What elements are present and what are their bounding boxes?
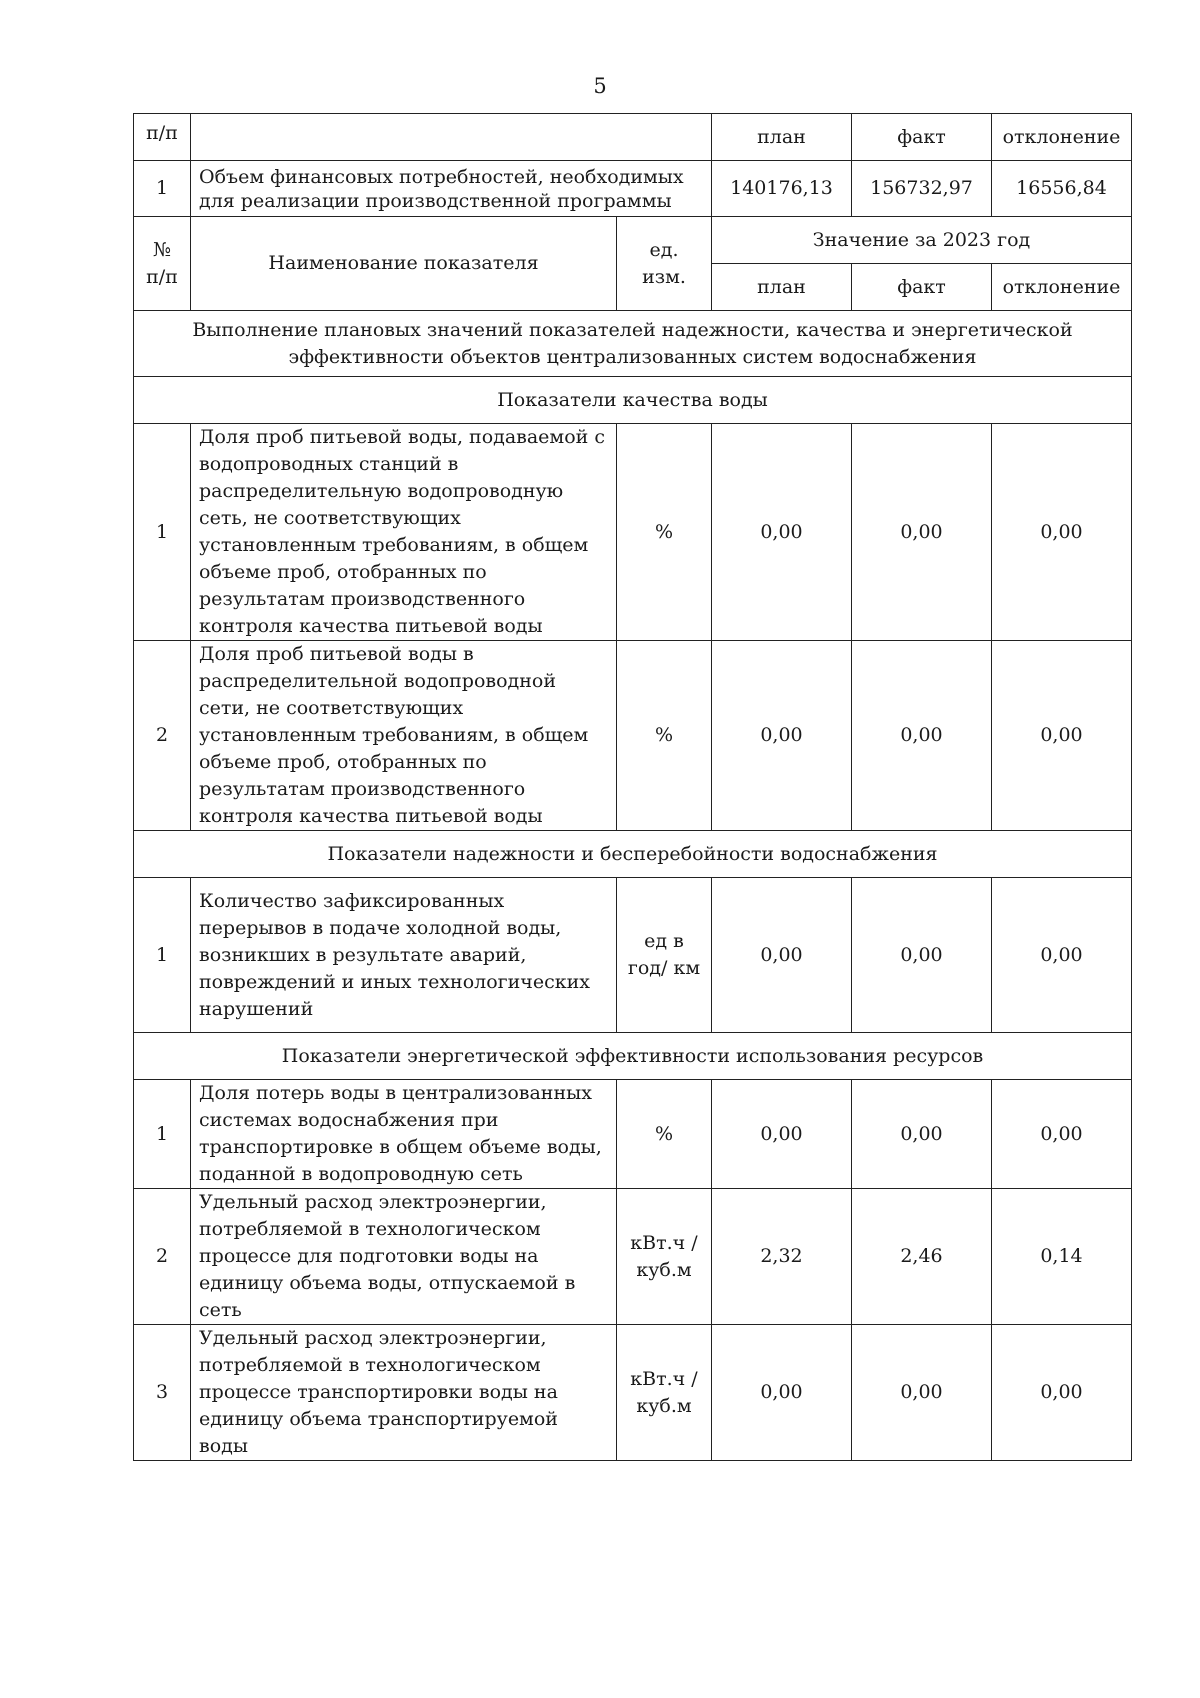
indicator-name: Доля проб питьевой воды в распределительной водопроводной сети, не соответствующих установленным требованиям, в общем объеме проб, отобранных по результатам производственного контроля качества питьевой воды <box>191 641 617 831</box>
plan-value: 0,00 <box>712 878 852 1033</box>
empty-header-cell <box>191 114 712 161</box>
fact-value: 2,46 <box>852 1189 992 1325</box>
plan-value: 0,00 <box>712 1080 852 1189</box>
plan-value: 0,00 <box>712 424 852 641</box>
section-row <box>134 831 1132 878</box>
table-row <box>134 424 1132 641</box>
unit-cell: % <box>617 1080 712 1189</box>
indicator-name: Объем финансовых потребностей, необходимых для реализации производственной программы <box>191 161 712 217</box>
deviation-value: 0,00 <box>992 878 1132 1033</box>
deviation-value: 0,00 <box>992 424 1132 641</box>
table-row <box>134 1080 1132 1189</box>
row-number: 3 <box>134 1325 191 1461</box>
unit-cell: % <box>617 424 712 641</box>
plan-value: 2,32 <box>712 1189 852 1325</box>
main-section-title: Выполнение плановых значений показателей надежности, качества и энергетической эффективности объектов централизованных систем водоснабжения <box>134 311 1132 377</box>
deviation-value: 0,14 <box>992 1189 1132 1325</box>
indicator-name: Доля потерь воды в централизованных системах водоснабжения при транспортировке в общем объеме воды, поданной в водопроводную сеть <box>191 1080 617 1189</box>
indicator-name: Количество зафиксированных перерывов в подаче холодной воды, возникших в результате аварий, повреждений и иных технологических нарушений <box>191 878 617 1033</box>
row-number: 1 <box>134 878 191 1033</box>
indicators-table <box>133 113 1132 1461</box>
fact-value: 0,00 <box>852 424 992 641</box>
fact-value: 0,00 <box>852 641 992 831</box>
deviation-value: 16556,84 <box>992 161 1132 217</box>
financial-header-row <box>134 114 1132 161</box>
financial-row <box>134 161 1132 217</box>
row-number: 2 <box>134 1189 191 1325</box>
unit-cell: кВт.ч / куб.м <box>617 1189 712 1325</box>
row-number: 2 <box>134 641 191 831</box>
num-header-cell: п/п <box>134 114 191 161</box>
unit-cell: % <box>617 641 712 831</box>
plan-value: 0,00 <box>712 641 852 831</box>
table-row <box>134 1189 1132 1325</box>
table-row <box>134 1325 1132 1461</box>
row-number: 1 <box>134 424 191 641</box>
fact-header-cell: факт <box>852 114 992 161</box>
section-title: Показатели энергетической эффективности использования ресурсов <box>134 1033 1132 1080</box>
deviation-header-cell: отклонение <box>992 114 1132 161</box>
main-section-row <box>134 311 1132 377</box>
plan-value: 140176,13 <box>712 161 852 217</box>
indicator-name: Удельный расход электроэнергии, потребляемой в технологическом процессе для подготовки воды на единицу объема воды, отпускаемой в сеть <box>191 1189 617 1325</box>
unit-header-cell: ед. изм. <box>617 217 712 311</box>
unit-cell: ед в год/ км <box>617 878 712 1033</box>
section-row <box>134 1033 1132 1080</box>
name-header-cell: Наименование показателя <box>191 217 617 311</box>
section-title: Показатели качества воды <box>134 377 1132 424</box>
indicators-header-row <box>134 217 1132 264</box>
page-number: 5 <box>593 74 607 98</box>
row-number: 1 <box>134 161 191 217</box>
unit-cell: кВт.ч / куб.м <box>617 1325 712 1461</box>
indicator-name: Доля проб питьевой воды, подаваемой с водопроводных станций в распределительную водопроводную сеть, не соответствующих установленным требованиям, в общем объеме проб, отобранных по результатам производственного контроля качества питьевой воды <box>191 424 617 641</box>
row-number: 1 <box>134 1080 191 1189</box>
fact-value: 156732,97 <box>852 161 992 217</box>
table-row <box>134 641 1132 831</box>
fact-header-cell: факт <box>852 264 992 311</box>
fact-value: 0,00 <box>852 1325 992 1461</box>
deviation-value: 0,00 <box>992 1080 1132 1189</box>
section-row <box>134 377 1132 424</box>
plan-header-cell: план <box>712 264 852 311</box>
deviation-value: 0,00 <box>992 1325 1132 1461</box>
section-title: Показатели надежности и бесперебойности водоснабжения <box>134 831 1132 878</box>
fact-value: 0,00 <box>852 878 992 1033</box>
deviation-value: 0,00 <box>992 641 1132 831</box>
indicator-name: Удельный расход электроэнергии, потребляемой в технологическом процессе транспортировки воды на единицу объема транспортируемой воды <box>191 1325 617 1461</box>
plan-header-cell: план <box>712 114 852 161</box>
value-group-header-cell: Значение за 2023 год <box>712 217 1132 264</box>
num-header-cell: № п/п <box>134 217 191 311</box>
deviation-header-cell: отклонение <box>992 264 1132 311</box>
table-row <box>134 878 1132 1033</box>
fact-value: 0,00 <box>852 1080 992 1189</box>
plan-value: 0,00 <box>712 1325 852 1461</box>
